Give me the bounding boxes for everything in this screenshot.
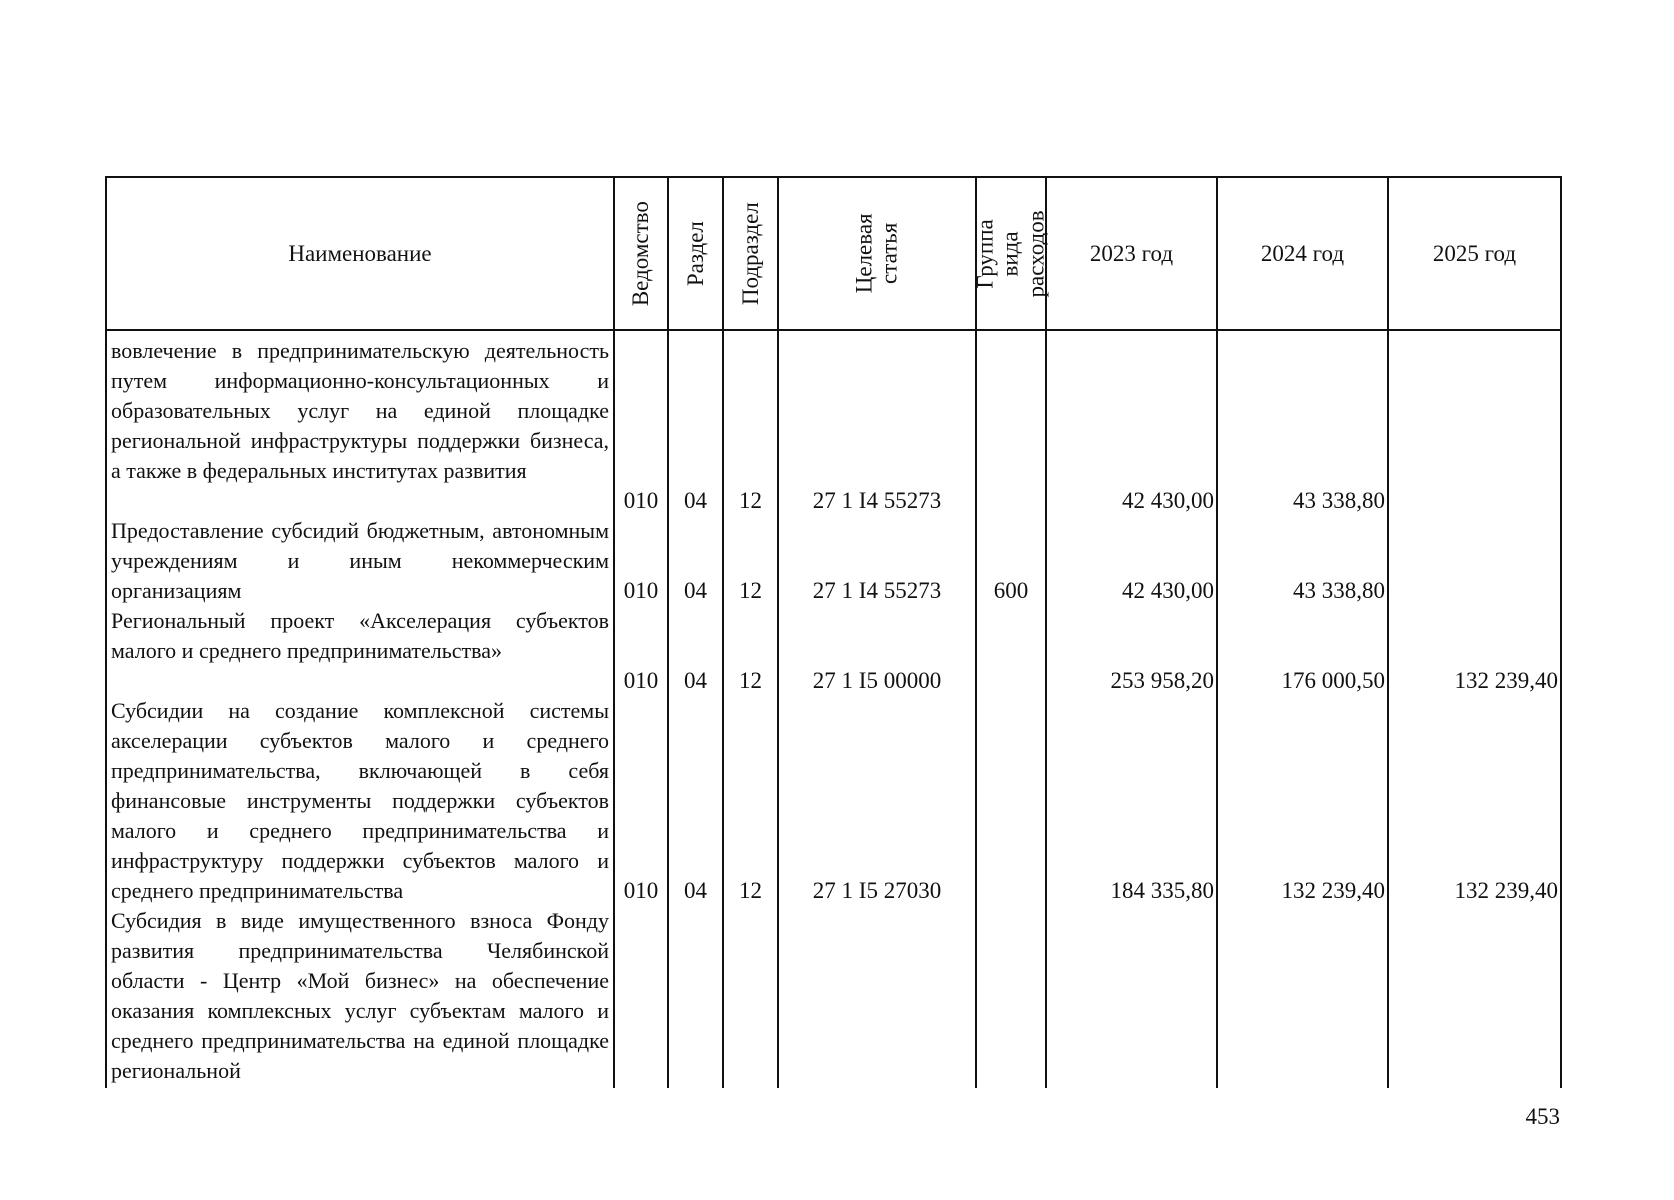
header-gruppa-vida-rashodov: Группа вида расходов bbox=[973, 209, 1049, 298]
row-2025: 132 239,40 bbox=[1454, 878, 1558, 903]
row-vedomstvo: 010 bbox=[623, 878, 659, 903]
header-celevaya-statya: Целевая статья bbox=[851, 213, 902, 294]
row-2023: 42 430,00 bbox=[1122, 578, 1214, 603]
row-name: Субсидия в виде имущественного взноса Фонду развития предпринимательства Челябинской области - Центр «Мой бизнес» на обеспечение оказания комплексных услуг субъектам малого и среднего предпринимательства на единой площадке региональной bbox=[111, 908, 609, 1083]
row-razdel: 04 bbox=[684, 878, 707, 903]
row-2023: 253 958,20 bbox=[1110, 668, 1214, 693]
header-razdel: Раздел bbox=[682, 220, 708, 287]
row-gruppa: 600 bbox=[993, 578, 1029, 603]
row-vedomstvo: 010 bbox=[623, 488, 659, 513]
row-name: Предоставление субсидий бюджетным, автономным учреждениям и иным некоммерческим организациям bbox=[111, 518, 609, 603]
header-bottom-border bbox=[105, 329, 1562, 331]
row-name: вовлечение в предпринимательскую деятельность путем информационно-консультационных и образовательных услуг на единой площадке региональной инфраструктуры поддержки бизнеса, а также в федеральных институтах развития bbox=[111, 338, 609, 483]
row-2024: 43 338,80 bbox=[1293, 488, 1385, 513]
row-vedomstvo: 010 bbox=[623, 668, 659, 693]
header-name: Наименование bbox=[288, 240, 432, 266]
header-vedomstvo: Ведомство bbox=[628, 200, 654, 307]
header-podrazdel: Подраздел bbox=[737, 202, 763, 305]
row-name: Региональный проект «Акселерация субъектов малого и среднего предпринимательства» bbox=[111, 608, 609, 663]
row-razdel: 04 bbox=[684, 578, 707, 603]
row-2023: 184 335,80 bbox=[1110, 878, 1214, 903]
row-celevaya-statya: 27 1 I4 55273 bbox=[812, 578, 942, 603]
row-2024: 132 239,40 bbox=[1281, 878, 1385, 903]
header-2025: 2025 год bbox=[1432, 240, 1517, 266]
row-razdel: 04 bbox=[684, 488, 707, 513]
row-celevaya-statya: 27 1 I5 00000 bbox=[812, 668, 942, 693]
row-podrazdel: 12 bbox=[739, 488, 762, 513]
row-2025: 132 239,40 bbox=[1454, 668, 1558, 693]
page-number: 453 bbox=[1525, 1104, 1560, 1129]
row-celevaya-statya: 27 1 I5 27030 bbox=[812, 878, 942, 903]
row-podrazdel: 12 bbox=[739, 878, 762, 903]
header-2023: 2023 год bbox=[1089, 240, 1174, 266]
row-2023: 42 430,00 bbox=[1122, 488, 1214, 513]
row-podrazdel: 12 bbox=[739, 578, 762, 603]
row-vedomstvo: 010 bbox=[623, 578, 659, 603]
row-razdel: 04 bbox=[684, 668, 707, 693]
row-name: Субсидии на создание комплексной системы акселерации субъектов малого и среднего предпринимательства, включающей в себя финансовые инструменты поддержки субъектов малого и среднего предпринимательства и инфраструктуру поддержки субъектов малого и среднего предпринимательства bbox=[111, 698, 609, 903]
header-2024: 2024 год bbox=[1260, 240, 1345, 266]
row-2024: 176 000,50 bbox=[1281, 668, 1385, 693]
row-2024: 43 338,80 bbox=[1293, 578, 1385, 603]
col-line-9 bbox=[1560, 176, 1562, 1088]
budget-table bbox=[105, 176, 1562, 1088]
row-podrazdel: 12 bbox=[739, 668, 762, 693]
row-celevaya-statya: 27 1 I4 55273 bbox=[812, 488, 942, 513]
